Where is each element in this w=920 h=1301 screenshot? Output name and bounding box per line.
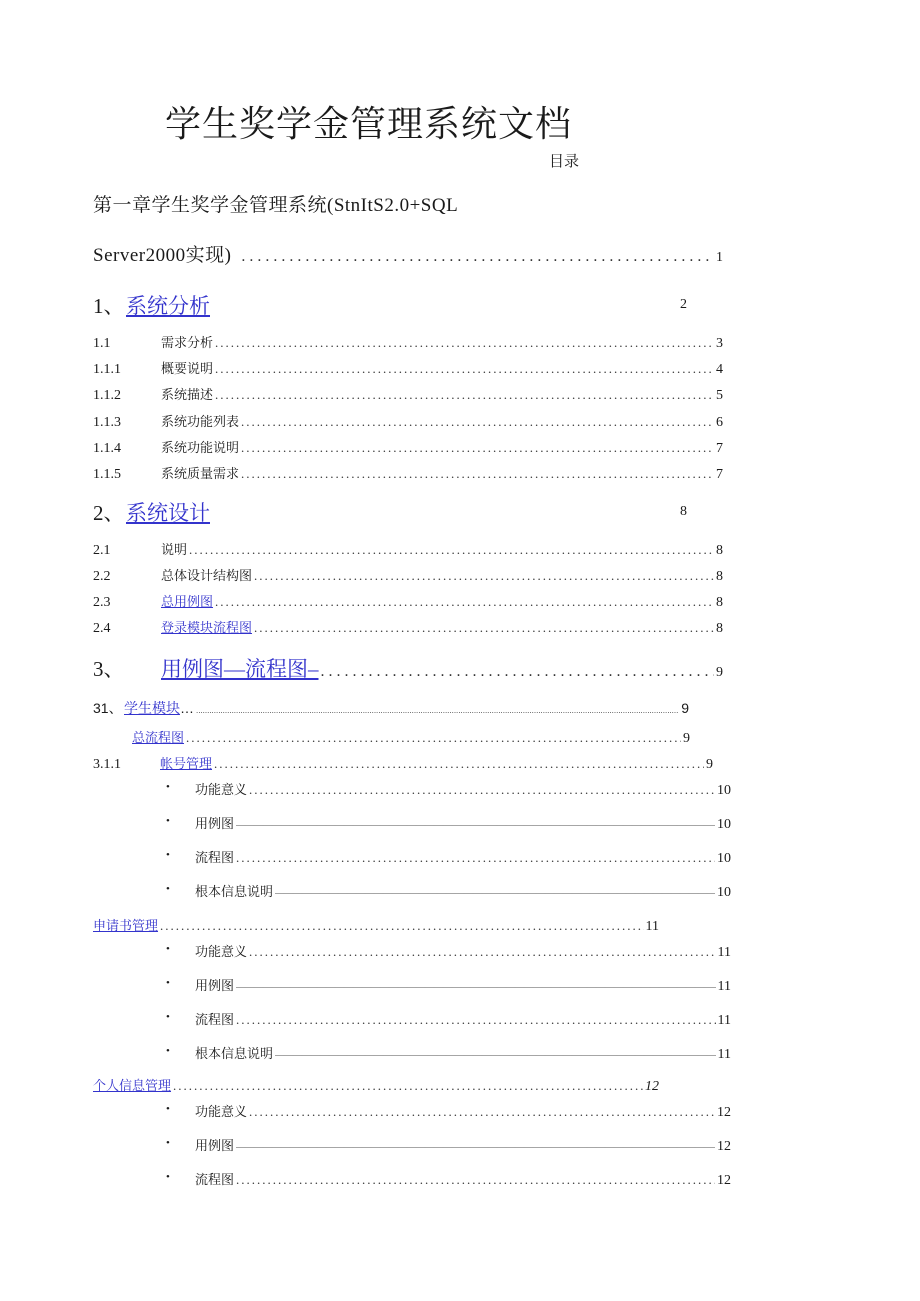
entry-label-link[interactable]: 学生模块 — [124, 700, 180, 716]
dot-leader — [241, 466, 714, 482]
dot-leader — [241, 414, 714, 430]
page-number: 10 — [717, 783, 731, 798]
page-number: 12 — [645, 1079, 659, 1094]
entry-label: 用例图 — [195, 816, 235, 831]
bullet-icon: • — [166, 883, 170, 895]
page-number: 8 — [716, 543, 723, 558]
entry-label: 根本信息说明 — [195, 884, 274, 899]
toc-entry-personal-function[interactable] — [195, 1101, 731, 1121]
dot-leader — [321, 663, 715, 681]
section3-number: 3、 — [93, 657, 125, 681]
toc-entry-1-1-5[interactable] — [93, 463, 723, 483]
entry-number: 31、 — [93, 700, 123, 716]
entry-label: 流程图 — [195, 1012, 235, 1027]
entry-label: 系统描述 — [161, 387, 214, 402]
entry-label-link[interactable]: 总流程图 — [132, 730, 185, 745]
toc-entry-application-function[interactable] — [195, 941, 731, 961]
section2-title-link[interactable]: 系统设计 — [126, 501, 210, 525]
dot-leader — [214, 756, 704, 772]
dash-leader — [236, 1138, 715, 1154]
dot-leader — [215, 361, 714, 377]
dot-leader — [254, 620, 714, 636]
page-number: 5 — [716, 388, 723, 403]
entry-number: 3.1.1 — [93, 757, 121, 772]
toc-entry-3-1-1[interactable] — [93, 753, 713, 773]
section1-title-link[interactable]: 系统分析 — [126, 294, 210, 318]
page-number: 12 — [717, 1139, 731, 1154]
toc-entry-personal[interactable] — [93, 1075, 659, 1095]
dash-leader — [236, 978, 716, 994]
entry-label: 系统功能列表 — [161, 414, 240, 429]
page-number: 12 — [717, 1173, 731, 1188]
bullet-icon: • — [166, 815, 170, 827]
entry-number: 2.2 — [93, 569, 111, 584]
entry-number: 1.1.5 — [93, 467, 121, 482]
entry-suffix: … — [180, 700, 194, 716]
dot-leader — [249, 782, 715, 798]
entry-label: 概要说明 — [161, 361, 214, 376]
page-number: 7 — [716, 441, 723, 456]
toc-entry-1-1-1[interactable] — [93, 358, 723, 378]
entry-number: 1.1 — [93, 336, 111, 351]
toc-entry-1-1[interactable] — [93, 332, 723, 352]
section1-page: 2 — [680, 297, 687, 312]
dot-leader — [254, 568, 714, 584]
page-number: 6 — [716, 415, 723, 430]
page-number: 11 — [717, 1013, 731, 1028]
dash-leader — [275, 884, 715, 900]
toc-entry-personal-usecase[interactable] — [195, 1135, 731, 1155]
entry-label-link[interactable]: 个人信息管理 — [93, 1078, 172, 1093]
entry-label: 流程图 — [195, 1172, 235, 1187]
entry-label-link[interactable]: 帐号管理 — [160, 756, 213, 771]
entry-label: 用例图 — [195, 1138, 235, 1153]
dot-leader — [236, 850, 715, 866]
entry-label: 需求分析 — [161, 335, 214, 350]
dot-leader — [236, 1012, 716, 1028]
entry-label: 用例图 — [195, 978, 235, 993]
dot-leader — [249, 1104, 715, 1120]
entry-label: 功能意义 — [195, 1104, 248, 1119]
toc-entry-account-flowchart[interactable] — [195, 847, 731, 867]
entry-label: 流程图 — [195, 850, 235, 865]
toc-entry-2-4[interactable] — [93, 617, 723, 637]
entry-number: 2.3 — [93, 595, 111, 610]
entry-number: 1.1.3 — [93, 415, 121, 430]
page-number: 9 — [706, 757, 713, 772]
page-number: 1 — [716, 250, 723, 265]
entry-number: 1.1.4 — [93, 441, 121, 456]
toc-entry-2-3[interactable] — [93, 591, 723, 611]
page-number: 9 — [683, 731, 690, 746]
toc-entry-chapter1[interactable] — [93, 240, 723, 267]
entry-number: 1.1.1 — [93, 362, 121, 377]
entry-label: 根本信息说明 — [195, 1046, 274, 1061]
bullet-icon: • — [166, 1171, 170, 1183]
toc-heading: 目录 — [549, 153, 580, 170]
section2-number: 2、 — [93, 501, 125, 525]
toc-entry-overall-flow[interactable] — [132, 727, 690, 747]
section3-title-link[interactable]: 用例图—流程图– — [161, 657, 319, 681]
section2-page: 8 — [680, 504, 687, 519]
dot-leader — [196, 706, 679, 715]
toc-entry-account-function[interactable] — [195, 779, 731, 799]
section1-number: 1、 — [93, 294, 125, 318]
dot-leader — [249, 944, 716, 960]
toc-entry-personal-flowchart[interactable] — [195, 1169, 731, 1189]
chapter1-line2: Server2000实现) — [93, 245, 232, 266]
entry-number: 2.4 — [93, 621, 111, 636]
page-number: 8 — [716, 595, 723, 610]
toc-entry-application-usecase[interactable] — [195, 975, 731, 995]
page-number: 11 — [717, 945, 731, 960]
dot-leader — [236, 1172, 715, 1188]
dot-leader — [215, 335, 714, 351]
toc-entry-account-info[interactable] — [195, 881, 731, 901]
dot-leader — [160, 918, 644, 934]
entry-label-link[interactable]: 申请书管理 — [93, 918, 159, 933]
bullet-icon: • — [166, 1011, 170, 1023]
toc-entry-1-1-4[interactable] — [93, 437, 723, 457]
dot-leader — [189, 542, 714, 558]
page-number: 10 — [717, 885, 731, 900]
toc-entry-1-1-2[interactable] — [93, 384, 723, 404]
entry-label: 系统质量需求 — [161, 466, 240, 481]
entry-label-link[interactable]: 登录模块流程图 — [161, 620, 253, 635]
bullet-icon: • — [166, 1045, 170, 1057]
page-number: 11 — [717, 1047, 731, 1062]
dot-leader — [215, 594, 714, 610]
dash-leader — [275, 1046, 716, 1062]
toc-entry-2-2[interactable] — [93, 565, 723, 585]
page-number: 11 — [645, 919, 659, 934]
dot-leader — [186, 730, 681, 746]
entry-label: 总体设计结构图 — [161, 568, 253, 583]
entry-label: 系统功能说明 — [161, 440, 240, 455]
toc-entry-application-info[interactable] — [195, 1043, 731, 1063]
entry-number: 1.1.2 — [93, 388, 121, 403]
dash-leader — [236, 816, 715, 832]
dot-leader — [241, 440, 714, 456]
page-number: 7 — [716, 467, 723, 482]
chapter1-line1: 第一章学生奖学金管理系统(StnItS2.0+SQL — [93, 195, 459, 216]
page-number: 11 — [717, 979, 731, 994]
entry-number: 2.1 — [93, 543, 111, 558]
bullet-icon: • — [166, 1137, 170, 1149]
document-title: 学生奖学金管理系统文档 — [165, 104, 573, 144]
page-number: 8 — [716, 621, 723, 636]
page-number: 3 — [716, 336, 723, 351]
bullet-icon: • — [166, 781, 170, 793]
entry-label-link[interactable]: 总用例图 — [161, 594, 214, 609]
page-number: 10 — [717, 817, 731, 832]
page-number: 12 — [717, 1105, 731, 1120]
toc-entry-3-1[interactable] — [93, 698, 689, 718]
bullet-icon: • — [166, 977, 170, 989]
dot-leader — [215, 387, 714, 403]
dot-leader — [173, 1078, 643, 1094]
entry-label: 说明 — [161, 542, 188, 557]
toc-entry-section3[interactable] — [93, 653, 723, 683]
dot-leader — [241, 248, 714, 266]
toc-entry-application[interactable] — [93, 915, 659, 935]
toc-entry-account-usecase[interactable] — [195, 813, 731, 833]
page-number: 9 — [716, 665, 723, 680]
page-number: 8 — [716, 569, 723, 584]
toc-entry-application-flowchart[interactable] — [195, 1009, 731, 1029]
toc-entry-1-1-3[interactable] — [93, 411, 723, 431]
page-number: 10 — [717, 851, 731, 866]
entry-label: 功能意义 — [195, 782, 248, 797]
bullet-icon: • — [166, 943, 170, 955]
page-number: 9 — [681, 700, 689, 716]
bullet-icon: • — [166, 849, 170, 861]
bullet-icon: • — [166, 1103, 170, 1115]
toc-entry-2-1[interactable] — [93, 539, 723, 559]
entry-label: 功能意义 — [195, 944, 248, 959]
page-number: 4 — [716, 362, 723, 377]
